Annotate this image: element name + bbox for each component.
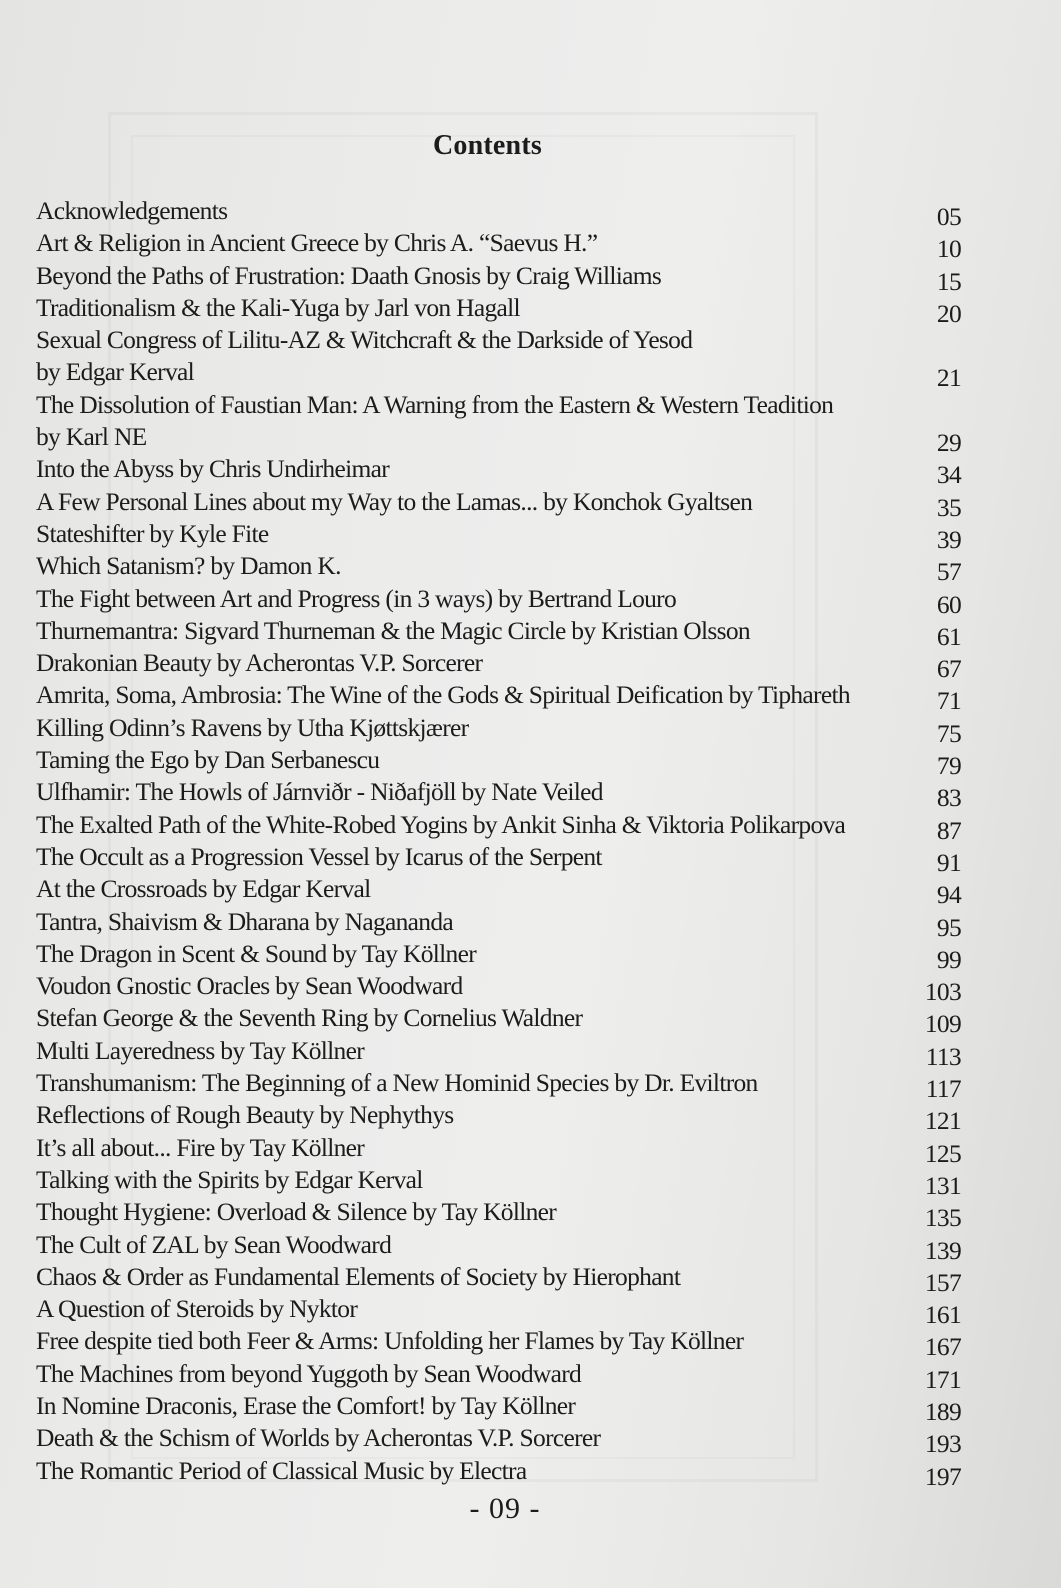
toc-entry bbox=[36, 1035, 961, 1071]
toc-entry bbox=[36, 260, 961, 296]
toc-entry-title: Death & the Schism of Worlds by Acherontas V.P. Sorcerer bbox=[36, 1423, 601, 1453]
toc-entry-page: 94 bbox=[936, 880, 961, 910]
toc-entry-page: 109 bbox=[924, 1009, 961, 1039]
toc-entry bbox=[36, 550, 961, 587]
toc-entry-page: 189 bbox=[924, 1396, 961, 1426]
toc-entry-page: 103 bbox=[924, 977, 961, 1007]
toc-entry-page: 157 bbox=[924, 1267, 961, 1297]
toc-entry-title: Voudon Gnostic Oracles by Sean Woodward bbox=[36, 971, 463, 1001]
toc-entry-page: 99 bbox=[936, 944, 961, 974]
toc-entry bbox=[36, 518, 961, 554]
toc-entry-title-line: by Edgar Kerval bbox=[36, 357, 195, 387]
toc-entry bbox=[36, 809, 961, 845]
toc-entry-title: Multi Layeredness by Tay Köllner bbox=[36, 1035, 365, 1065]
toc-entry bbox=[36, 841, 961, 877]
toc-entry-page: 167 bbox=[924, 1332, 961, 1362]
toc-entry-page: 125 bbox=[924, 1138, 961, 1168]
toc-entry bbox=[36, 195, 961, 231]
toc-entry-title bbox=[36, 389, 833, 454]
toc-entry bbox=[36, 1067, 961, 1104]
toc-entry-page: 67 bbox=[936, 654, 961, 684]
toc-entry-page: 121 bbox=[924, 1106, 961, 1136]
toc-entry-title: Which Satanism? by Damon K. bbox=[36, 551, 341, 581]
toc-entry-title: Transhumanism: The Beginning of a New Hominid Species by Dr. Eviltron bbox=[36, 1068, 758, 1098]
toc-entry bbox=[36, 873, 961, 910]
toc-entry-page: 57 bbox=[936, 557, 961, 587]
toc-entry bbox=[36, 776, 961, 813]
toc-entry bbox=[36, 1164, 961, 1200]
toc-entry-title bbox=[36, 324, 692, 389]
page-number: - 09 - bbox=[469, 1492, 541, 1525]
toc-entry-title: Art & Religion in Ancient Greece by Chris A. “Saevus H.” bbox=[36, 228, 598, 258]
toc-entry-title: Reflections of Rough Beauty by Nephythys bbox=[36, 1100, 454, 1130]
toc-entry bbox=[36, 1099, 961, 1136]
toc-entry-title: Beyond the Paths of Frustration: Daath Gnosis by Craig Williams bbox=[36, 260, 662, 290]
toc-entry-page: 05 bbox=[936, 202, 961, 231]
toc-entry-title: In Nomine Draconis, Erase the Comfort! by Tay Köllner bbox=[36, 1390, 576, 1420]
toc-entry bbox=[36, 647, 961, 684]
toc-entry-title: Free despite tied both Feer & Arms: Unfolding her Flames by Tay Köllner bbox=[36, 1326, 744, 1356]
toc-entry-page: 197 bbox=[924, 1461, 961, 1491]
toc-entry-title: Amrita, Soma, Ambrosia: The Wine of the Gods & Spiritual Deification by Tiphareth bbox=[36, 680, 850, 710]
toc-entry-page: 79 bbox=[936, 751, 961, 781]
toc-entry-title: The Cult of ZAL by Sean Woodward bbox=[36, 1229, 392, 1259]
toc-entry bbox=[36, 1422, 961, 1459]
toc-entry-title: Traditionalism & the Kali-Yuga by Jarl von Hagall bbox=[36, 292, 520, 322]
toc-entry-page: 21 bbox=[936, 363, 961, 393]
toc-entry-title: Drakonian Beauty by Acherontas V.P. Sorcerer bbox=[36, 648, 483, 678]
toc-entry bbox=[36, 1132, 961, 1168]
toc-entry bbox=[36, 453, 961, 490]
toc-entry-title: Killing Odinn’s Ravens by Utha Kjøttskjærer bbox=[36, 712, 469, 742]
toc-entry bbox=[36, 1325, 961, 1362]
toc-entry-title: A Few Personal Lines about my Way to the Lamas... by Konchok Gyaltsen bbox=[36, 486, 753, 516]
toc-entry-page: 139 bbox=[924, 1235, 961, 1265]
toc-entry bbox=[36, 1358, 961, 1394]
toc-entry-page: 83 bbox=[936, 783, 961, 813]
toc-entry-page: 29 bbox=[936, 428, 961, 458]
toc-entry-title: Thurnemantra: Sigvard Thurneman & the Magic Circle by Kristian Olsson bbox=[36, 615, 750, 645]
toc-entry-page: 87 bbox=[936, 815, 961, 845]
toc-entry-title: The Romantic Period of Classical Music by Electra bbox=[36, 1455, 527, 1485]
toc-entry-title: Into the Abyss by Chris Undirheimar bbox=[36, 454, 390, 484]
toc-entry-page: 161 bbox=[924, 1300, 961, 1330]
toc-entry bbox=[36, 1455, 961, 1491]
toc-entry bbox=[36, 615, 961, 651]
toc-entry-page: 20 bbox=[936, 298, 961, 328]
toc-entry-title: Taming the Ego by Dan Serbanescu bbox=[36, 745, 380, 775]
toc-entry-page: 171 bbox=[924, 1364, 961, 1394]
toc-entry-page: 131 bbox=[924, 1170, 961, 1200]
toc-entry-title: The Exalted Path of the White-Robed Yogins by Ankit Sinha & Viktoria Polikarpova bbox=[36, 809, 846, 839]
toc-entry bbox=[36, 744, 961, 781]
table-of-contents bbox=[36, 195, 961, 1491]
toc-entry-title: Thought Hygiene: Overload & Silence by Tay Köllner bbox=[36, 1197, 557, 1227]
toc-entry bbox=[36, 1293, 961, 1330]
toc-entry-title: Stefan George & the Seventh Ring by Cornelius Waldner bbox=[36, 1003, 583, 1033]
toc-entry-title-line: by Karl NE bbox=[36, 422, 147, 452]
toc-entry-title: The Fight between Art and Progress (in 3 ways) by Bertrand Louro bbox=[36, 583, 677, 613]
toc-entry bbox=[36, 938, 961, 974]
toc-entry-page: 39 bbox=[936, 524, 961, 554]
toc-entry bbox=[36, 389, 961, 458]
toc-entry-title: Tantra, Shaivism & Dharana by Nagananda bbox=[36, 906, 454, 936]
toc-entry-title: Stateshifter by Kyle Fite bbox=[36, 518, 269, 548]
toc-entry-page: 75 bbox=[936, 718, 961, 748]
toc-entry-page: 135 bbox=[924, 1203, 961, 1233]
toc-entry bbox=[36, 227, 961, 264]
toc-entry bbox=[36, 324, 961, 393]
toc-entry bbox=[36, 1229, 961, 1265]
toc-entry bbox=[36, 906, 961, 942]
toc-entry-page: 15 bbox=[936, 266, 961, 296]
toc-entry-page: 117 bbox=[925, 1074, 961, 1104]
toc-entry bbox=[36, 970, 961, 1007]
toc-entry-page: 71 bbox=[936, 686, 961, 716]
toc-entry-title-line: The Dissolution of Faustian Man: A Warning from the Eastern & Western Teadition bbox=[36, 389, 834, 419]
toc-entry bbox=[36, 583, 961, 619]
toc-entry-title: Ulfhamir: The Howls of Járnviðr - Niðafjöll by Nate Veiled bbox=[36, 777, 603, 807]
toc-entry bbox=[36, 1390, 961, 1426]
toc-entry-page: 61 bbox=[936, 621, 961, 651]
toc-entry bbox=[36, 1002, 961, 1039]
toc-entry-title: Chaos & Order as Fundamental Elements of Society by Hierophant bbox=[36, 1261, 681, 1291]
toc-entry-page: 10 bbox=[936, 234, 961, 264]
toc-entry-page: 193 bbox=[924, 1429, 961, 1459]
toc-entry bbox=[36, 292, 961, 328]
toc-entry-page: 91 bbox=[936, 847, 961, 877]
toc-entry-title-line: Sexual Congress of Lilitu-AZ & Witchcraft & the Darkside of Yesod bbox=[36, 325, 693, 355]
toc-entry-page: 113 bbox=[925, 1041, 961, 1071]
toc-entry-title: Talking with the Spirits by Edgar Kerval bbox=[36, 1164, 423, 1194]
toc-entry bbox=[36, 1196, 961, 1233]
toc-entry-page: 35 bbox=[936, 492, 961, 522]
toc-entry-title: At the Crossroads by Edgar Kerval bbox=[36, 874, 371, 904]
toc-entry bbox=[36, 486, 961, 522]
toc-entry bbox=[36, 679, 961, 716]
toc-entry-page: 95 bbox=[936, 912, 961, 942]
toc-entry-title: The Occult as a Progression Vessel by Icarus of the Serpent bbox=[36, 841, 602, 871]
toc-entry-title: Acknowledgements bbox=[36, 196, 228, 225]
toc-entry bbox=[36, 712, 961, 748]
toc-entry-title: A Question of Steroids by Nyktor bbox=[36, 1294, 358, 1324]
page-title: Contents bbox=[433, 130, 542, 161]
toc-entry-title: The Machines from beyond Yuggoth by Sean Woodward bbox=[36, 1358, 582, 1388]
toc-entry-page: 60 bbox=[936, 589, 961, 619]
toc-entry-title: It’s all about... Fire by Tay Köllner bbox=[36, 1132, 365, 1162]
toc-entry-title: The Dragon in Scent & Sound by Tay Köllner bbox=[36, 938, 477, 968]
toc-entry-page: 34 bbox=[936, 460, 961, 490]
toc-entry bbox=[36, 1261, 961, 1297]
